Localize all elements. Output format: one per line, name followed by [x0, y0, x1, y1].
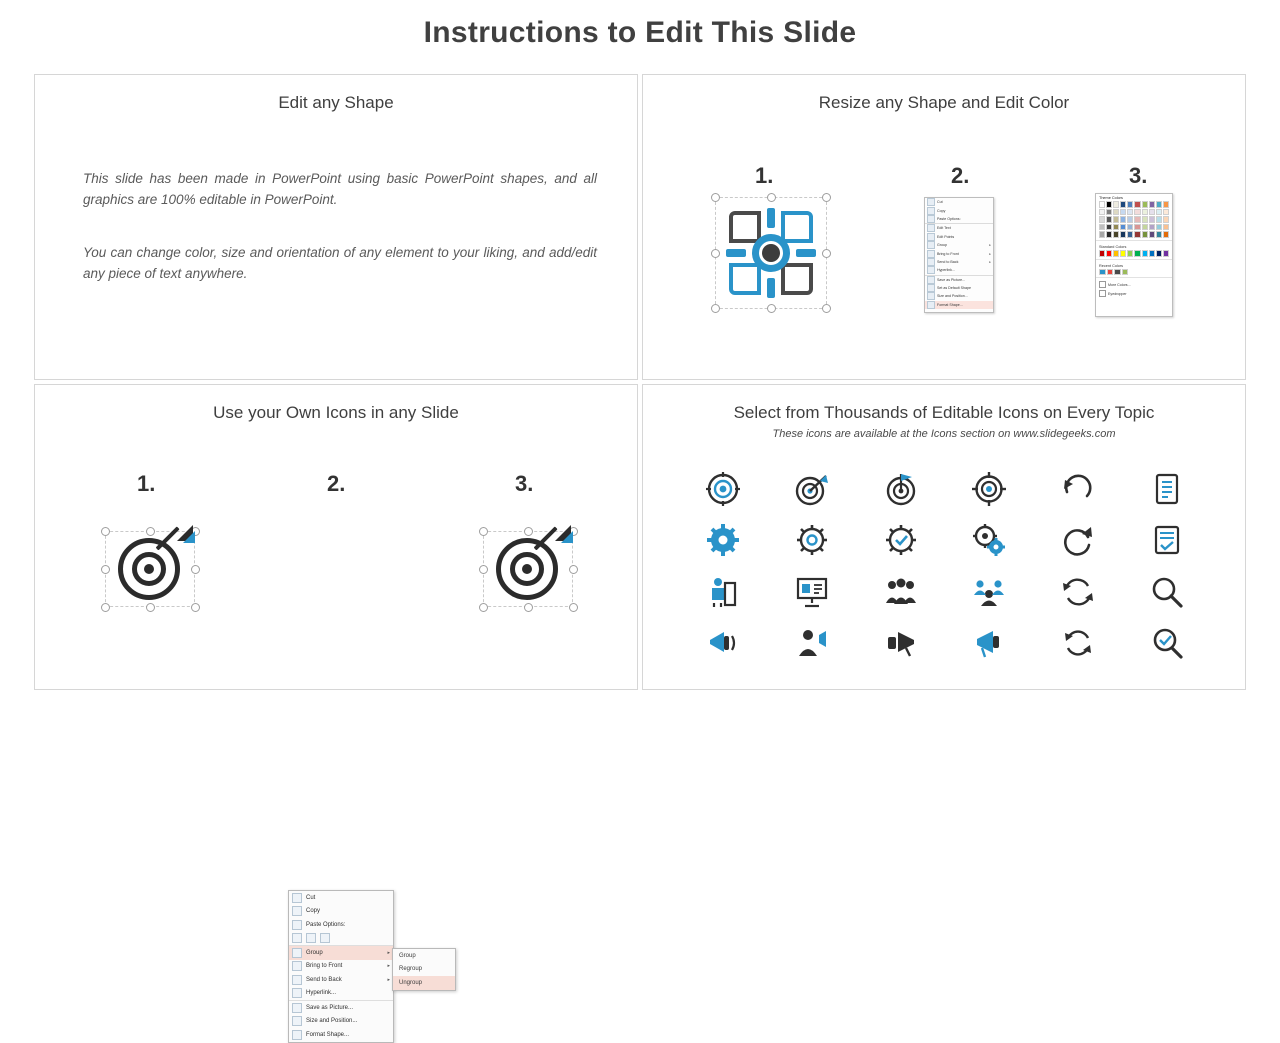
- mini-menu-label: Edit Text: [937, 226, 951, 231]
- context-menu-item[interactable]: [289, 905, 393, 919]
- paste-option-text-icon: [320, 933, 330, 943]
- refresh-clockwise-icon[interactable]: [1058, 469, 1098, 509]
- color-swatch[interactable]: [1113, 231, 1119, 238]
- color-swatch[interactable]: [1149, 201, 1155, 208]
- color-swatch[interactable]: [1149, 209, 1155, 216]
- color-swatch[interactable]: [1163, 231, 1169, 238]
- context-menu-item[interactable]: [289, 987, 393, 1001]
- mini-menu-item[interactable]: [925, 292, 993, 300]
- target-flag-icon[interactable]: [881, 469, 921, 509]
- color-swatch[interactable]: [1134, 216, 1140, 223]
- eyedropper-label: Eyedropper: [1108, 291, 1127, 296]
- chevron-right-icon: ▸: [387, 949, 390, 956]
- color-swatch[interactable]: [1113, 216, 1119, 223]
- color-swatch[interactable]: [1127, 250, 1133, 257]
- frame-arm-top: [767, 208, 775, 228]
- dart-fin-blue: [561, 531, 573, 543]
- bring-to-front-icon: [927, 250, 935, 258]
- megaphone-right-icon[interactable]: [881, 623, 921, 663]
- panel-subtitle-editable-icons: These icons are available at the Icons section on www.slidegeeks.com: [772, 428, 1116, 440]
- edit-points-icon: [927, 233, 935, 241]
- color-swatch[interactable]: [1120, 231, 1126, 238]
- resize-handle-middle-right[interactable]: [569, 565, 578, 574]
- mini-menu-label: Edit Points: [937, 234, 955, 239]
- color-swatch[interactable]: [1142, 216, 1148, 223]
- format-shape-icon: [292, 1030, 302, 1040]
- paste-option-keep-formatting-icon: [292, 933, 302, 943]
- chevron-right-icon: ▸: [387, 976, 390, 983]
- gear-outline-icon[interactable]: [792, 520, 832, 560]
- mini-menu-item[interactable]: [925, 275, 993, 284]
- context-menu-label: Hyperlink...: [306, 990, 337, 997]
- color-swatch[interactable]: [1134, 231, 1140, 238]
- group-icon: [292, 948, 302, 958]
- mini-menu-label: Save as Picture...: [937, 277, 966, 282]
- gear-solid-icon[interactable]: [703, 520, 743, 560]
- panel-paragraph-1: This slide has been made in PowerPoint using basic PowerPoint shapes, and all graphics are 100% editable in PowerPoint.: [83, 171, 597, 207]
- color-swatch[interactable]: [1120, 250, 1126, 257]
- resize-handle-top-center[interactable]: [767, 193, 776, 202]
- color-swatch[interactable]: [1134, 250, 1140, 257]
- mini-menu-label: Set as Default Shape: [937, 286, 971, 291]
- standard-color-row[interactable]: [1096, 250, 1172, 257]
- panel-title-use-your-own-icons: Use your Own Icons in any Slide: [213, 403, 459, 422]
- frame-quadrant-top-right: [781, 211, 813, 243]
- resize-handle-bottom-left[interactable]: [711, 304, 720, 313]
- more-colors-label: More Colors...: [1108, 282, 1131, 287]
- color-swatch[interactable]: [1127, 201, 1133, 208]
- submenu-label: Group: [399, 952, 416, 959]
- person-speaker-icon[interactable]: [792, 623, 832, 663]
- theme-color-row[interactable]: [1096, 201, 1172, 208]
- color-swatch[interactable]: [1163, 250, 1169, 257]
- divider: [1096, 277, 1172, 278]
- resize-handle-bottom-right[interactable]: [822, 304, 831, 313]
- panel-use-your-own-icons: [34, 384, 638, 1038]
- submenu-item-ungroup[interactable]: [393, 976, 455, 990]
- panel-title-edit-any-shape: Edit any Shape: [278, 93, 394, 112]
- color-picker-panel[interactable]: [1095, 193, 1173, 317]
- color-swatch[interactable]: [1156, 250, 1162, 257]
- resize-handle-bottom-center[interactable]: [767, 304, 776, 313]
- default-shape-icon: [927, 284, 935, 292]
- mini-menu-item[interactable]: [925, 258, 993, 266]
- resize-handle-top-right[interactable]: [822, 193, 831, 202]
- context-menu-item[interactable]: [289, 891, 393, 905]
- mini-menu-item[interactable]: [925, 233, 993, 241]
- color-swatch[interactable]: [1113, 224, 1119, 231]
- edit-text-icon: [927, 224, 935, 232]
- panel-paragraph-2: You can change color, size and orientation of any element to your liking, and add/edit any piece of text anywhere.: [83, 245, 597, 281]
- context-menu-label: Size and Position...: [306, 1018, 358, 1025]
- color-swatch[interactable]: [1113, 209, 1119, 216]
- color-swatch[interactable]: [1099, 201, 1105, 208]
- color-swatch[interactable]: [1156, 216, 1162, 223]
- mini-menu-item[interactable]: [925, 215, 993, 223]
- context-menu-label: Paste Options:: [306, 921, 346, 928]
- cut-icon: [927, 198, 935, 206]
- gears-double-icon[interactable]: [969, 520, 1009, 560]
- sync-arrows-icon[interactable]: [1058, 572, 1098, 612]
- hyperlink-icon: [292, 988, 302, 998]
- paste-options-row[interactable]: [289, 932, 393, 946]
- color-swatch[interactable]: [1106, 224, 1112, 231]
- context-menu-item[interactable]: [289, 960, 393, 974]
- paste-option-picture-icon: [306, 933, 316, 943]
- color-swatch[interactable]: [1149, 250, 1155, 257]
- step-number-3: 3.: [515, 471, 534, 496]
- context-menu-label: Group: [306, 949, 323, 956]
- format-shape-icon: [927, 301, 935, 309]
- frame-quadrant-top-left: [729, 211, 761, 243]
- submenu-item-group[interactable]: [393, 949, 455, 963]
- more-colors-row[interactable]: [1096, 280, 1172, 289]
- group-people-icon[interactable]: [881, 572, 921, 612]
- copy-icon: [292, 906, 302, 916]
- selected-shape-graphic: [715, 197, 827, 309]
- step-number-2: 2.: [951, 163, 970, 188]
- mini-menu-label: Size and Position...: [937, 294, 968, 299]
- search-check-icon[interactable]: [1147, 623, 1187, 663]
- magnifier-icon[interactable]: [1147, 572, 1187, 612]
- color-swatch[interactable]: [1134, 201, 1140, 208]
- megaphone-left-icon[interactable]: [703, 623, 743, 663]
- color-swatch[interactable]: [1106, 250, 1112, 257]
- mini-menu-label: Bring to Front: [937, 251, 959, 256]
- color-swatch[interactable]: [1099, 224, 1105, 231]
- color-swatch[interactable]: [1163, 216, 1169, 223]
- circular-arrows-icon[interactable]: [1058, 623, 1098, 663]
- gear-check-icon[interactable]: [881, 520, 921, 560]
- frame-quadrant-bottom-left: [729, 263, 761, 295]
- frame-arm-right: [796, 249, 816, 257]
- crosshair-icon[interactable]: [969, 469, 1009, 509]
- dart-arrow: [155, 525, 195, 565]
- mini-menu-item-format-shape[interactable]: [925, 301, 993, 309]
- frame-quadrant-bottom-right: [781, 263, 813, 295]
- theme-color-row[interactable]: [1096, 216, 1172, 223]
- divider: [1096, 259, 1172, 260]
- color-swatch[interactable]: [1120, 201, 1126, 208]
- frame-arm-left: [726, 249, 746, 257]
- color-swatch[interactable]: [1099, 250, 1105, 257]
- target-circle-icon[interactable]: [703, 469, 743, 509]
- paste-icon: [292, 920, 302, 930]
- panel-title-resize-any-shape: Resize any Shape and Edit Color: [818, 93, 1070, 112]
- save-as-picture-icon: [292, 1003, 302, 1013]
- color-swatch[interactable]: [1099, 209, 1105, 216]
- mini-context-menu[interactable]: [924, 197, 994, 313]
- mini-menu-label: Group: [937, 243, 947, 248]
- bring-to-front-icon: [292, 961, 302, 971]
- chevron-right-icon: ▸: [989, 251, 991, 256]
- context-menu-label: Cut: [306, 894, 316, 901]
- color-swatch[interactable]: [1127, 231, 1133, 238]
- dart-arrow: [533, 525, 573, 565]
- color-swatch[interactable]: [1107, 269, 1114, 276]
- color-swatch[interactable]: [1142, 224, 1148, 231]
- frame-target-icon: [729, 211, 813, 295]
- color-swatch[interactable]: [1127, 216, 1133, 223]
- hyperlink-icon: [927, 266, 935, 274]
- context-menu-label: Bring to Front: [306, 963, 343, 970]
- target-dart-icon-left: [107, 527, 191, 611]
- panel-editable-icons: [642, 384, 1246, 690]
- panel-title-editable-icons: Select from Thousands of Editable Icons on Every Topic: [733, 403, 1155, 422]
- palette-icon: [1099, 281, 1106, 288]
- color-swatch[interactable]: [1142, 209, 1148, 216]
- mini-menu-label: Paste Options:: [937, 216, 961, 221]
- frame-arm-bottom: [767, 278, 775, 298]
- mini-menu-item[interactable]: [925, 206, 993, 214]
- resize-handle-bottom-right[interactable]: [569, 603, 578, 612]
- presentation-board-icon[interactable]: [792, 572, 832, 612]
- context-menu-item[interactable]: [289, 918, 393, 932]
- eyedropper-icon: [1099, 290, 1106, 297]
- refresh-arrow-icon[interactable]: [1058, 520, 1098, 560]
- size-position-icon: [927, 292, 935, 300]
- color-swatch[interactable]: [1099, 269, 1106, 276]
- resize-handle-middle-right[interactable]: [191, 565, 200, 574]
- context-menu-item[interactable]: [289, 1028, 393, 1042]
- mini-menu-item[interactable]: [925, 266, 993, 274]
- mini-menu-item[interactable]: [925, 223, 993, 232]
- target-dart-icon-right: [485, 527, 569, 611]
- chevron-right-icon: ▸: [989, 243, 991, 248]
- mini-menu-label: Cut: [937, 200, 943, 205]
- step-number-2: 2.: [327, 471, 346, 496]
- mini-menu-label: Hyperlink...: [937, 268, 955, 273]
- group-submenu[interactable]: [392, 948, 456, 991]
- mini-menu-label: Send to Back: [937, 259, 959, 264]
- send-to-back-icon: [927, 258, 935, 266]
- team-meeting-icon[interactable]: [969, 572, 1009, 612]
- context-menu[interactable]: [288, 890, 394, 1043]
- color-swatch[interactable]: [1163, 224, 1169, 231]
- color-swatch[interactable]: [1149, 231, 1155, 238]
- color-swatch[interactable]: [1120, 216, 1126, 223]
- context-menu-label: Save as Picture...: [306, 1004, 354, 1011]
- color-swatch[interactable]: [1163, 209, 1169, 216]
- color-swatch[interactable]: [1114, 269, 1121, 276]
- color-swatch[interactable]: [1156, 224, 1162, 231]
- megaphone-blue-icon[interactable]: [969, 623, 1009, 663]
- submenu-label: Regroup: [399, 966, 423, 973]
- mini-menu-item[interactable]: [925, 284, 993, 292]
- mini-menu-item[interactable]: [925, 249, 993, 257]
- color-swatch[interactable]: [1163, 201, 1169, 208]
- divider: [1096, 240, 1172, 241]
- recent-color-row[interactable]: [1096, 269, 1172, 276]
- context-menu-label: Send to Back: [306, 976, 342, 983]
- standard-colors-label: Standard Colors: [1099, 244, 1127, 249]
- submenu-item-regroup[interactable]: [393, 963, 455, 977]
- panel-grid: [34, 74, 1246, 1038]
- color-swatch[interactable]: [1120, 224, 1126, 231]
- resize-handle-top-left[interactable]: [711, 193, 720, 202]
- context-menu-item[interactable]: [289, 973, 393, 987]
- cut-icon: [292, 893, 302, 903]
- color-swatch[interactable]: [1113, 201, 1119, 208]
- color-swatch[interactable]: [1142, 250, 1148, 257]
- color-swatch[interactable]: [1106, 201, 1112, 208]
- save-as-picture-icon: [927, 276, 935, 284]
- context-menu-label: Copy: [306, 908, 321, 915]
- context-menu-item[interactable]: [289, 1001, 393, 1015]
- resize-handle-middle-right[interactable]: [822, 249, 831, 258]
- theme-color-row[interactable]: [1096, 224, 1172, 231]
- color-swatch[interactable]: [1134, 209, 1140, 216]
- context-menu-item-group[interactable]: [289, 946, 393, 960]
- color-swatch[interactable]: [1134, 224, 1140, 231]
- resize-handle-middle-left[interactable]: [711, 249, 720, 258]
- recent-colors-label: Recent Colors: [1099, 263, 1124, 268]
- document-check-icon[interactable]: [1147, 520, 1187, 560]
- panel-edit-any-shape: [34, 74, 638, 380]
- theme-color-row[interactable]: [1096, 231, 1172, 238]
- panel-resize-any-shape: [642, 74, 1246, 380]
- eyedropper-row[interactable]: [1096, 289, 1172, 298]
- color-swatch[interactable]: [1099, 216, 1105, 223]
- color-picker-theme-label: Theme Colors: [1099, 196, 1123, 200]
- step-number-1: 1.: [755, 163, 774, 188]
- mini-menu-item[interactable]: [925, 198, 993, 206]
- mini-menu-label: Format Shape...: [937, 302, 963, 307]
- paste-icon: [927, 215, 935, 223]
- chevron-right-icon: ▸: [989, 259, 991, 264]
- context-menu-label: Format Shape...: [306, 1031, 350, 1038]
- copy-icon: [927, 207, 935, 215]
- submenu-label: Ungroup: [399, 979, 423, 986]
- color-swatch[interactable]: [1142, 201, 1148, 208]
- document-list-icon[interactable]: [1147, 469, 1187, 509]
- color-swatch[interactable]: [1156, 201, 1162, 208]
- person-podium-icon[interactable]: [703, 572, 743, 612]
- color-swatch[interactable]: [1106, 231, 1112, 238]
- color-swatch[interactable]: [1149, 216, 1155, 223]
- color-swatch[interactable]: [1156, 231, 1162, 238]
- step-number-1: 1.: [137, 471, 156, 496]
- color-swatch[interactable]: [1106, 216, 1112, 223]
- dart-fin-blue: [183, 531, 195, 543]
- step-number-3: 3.: [1129, 163, 1148, 188]
- color-swatch[interactable]: [1113, 250, 1119, 257]
- send-to-back-icon: [292, 975, 302, 985]
- chevron-right-icon: ▸: [387, 963, 390, 970]
- color-swatch[interactable]: [1149, 224, 1155, 231]
- context-menu-item[interactable]: [289, 1015, 393, 1029]
- mini-menu-item[interactable]: [925, 241, 993, 249]
- size-position-icon: [292, 1016, 302, 1026]
- mini-menu-label: Copy: [937, 208, 946, 213]
- frame-center-dot: [762, 244, 780, 262]
- color-swatch[interactable]: [1156, 209, 1162, 216]
- group-icon: [927, 241, 935, 249]
- icon-gallery: [679, 463, 1211, 669]
- page-title: Instructions to Edit This Slide: [423, 16, 857, 49]
- color-swatch[interactable]: [1106, 209, 1112, 216]
- target-dart-icon[interactable]: [792, 469, 832, 509]
- resize-handle-bottom-right[interactable]: [191, 603, 200, 612]
- color-swatch[interactable]: [1122, 269, 1129, 276]
- color-swatch[interactable]: [1120, 209, 1126, 216]
- color-swatch[interactable]: [1142, 231, 1148, 238]
- color-swatch[interactable]: [1127, 209, 1133, 216]
- theme-color-row[interactable]: [1096, 209, 1172, 216]
- color-swatch[interactable]: [1099, 231, 1105, 238]
- color-swatch[interactable]: [1127, 224, 1133, 231]
